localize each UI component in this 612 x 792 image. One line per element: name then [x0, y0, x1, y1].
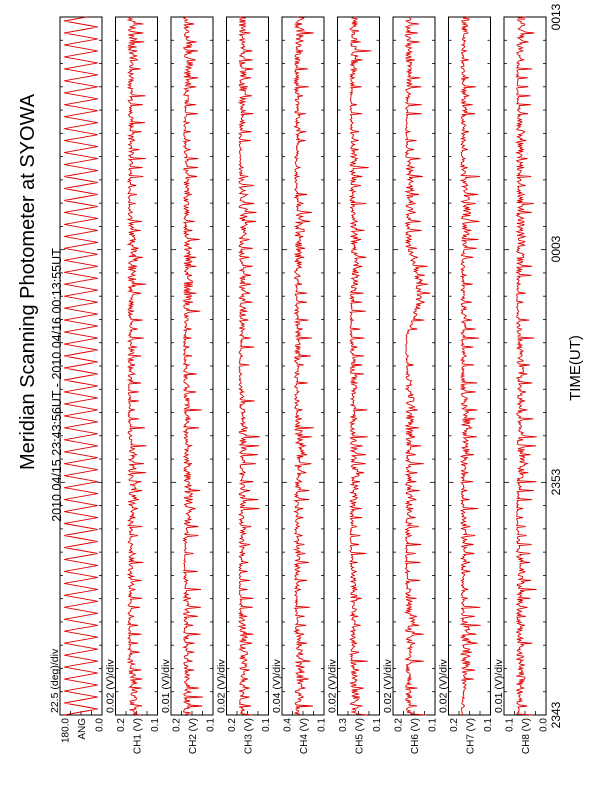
panel-frame: [338, 17, 380, 715]
panel-9: [493, 17, 550, 754]
y-tick-label: 0.1: [261, 718, 272, 732]
y-tick-label: 0.2: [393, 718, 405, 732]
panel-7: [382, 17, 439, 754]
panel-scale-label: 0.01 (V)/div: [493, 659, 505, 713]
panel-scale-label: 0.02 (V)/div: [215, 659, 228, 713]
trace-6: [350, 17, 371, 715]
panel-name-label: CH1 (V): [132, 718, 144, 755]
panel-name-label: CH7 (V): [465, 718, 477, 755]
panel-5: [271, 17, 328, 754]
trace-5: [295, 17, 314, 715]
y-tick-label: 0.2: [171, 718, 183, 732]
panel-frame: [393, 17, 435, 715]
panel-name-label: CH2 (V): [188, 718, 199, 755]
y-tick-label: 0.3: [338, 718, 349, 732]
panel-name-label: CH6 (V): [410, 718, 421, 755]
panel-frame: [171, 17, 213, 715]
y-tick-label: 0.4: [282, 718, 294, 732]
y-tick-label: 0.1: [150, 718, 161, 732]
y-tick-label: 0.1: [427, 718, 439, 732]
panel-frame: [282, 17, 324, 715]
trace-2: [128, 17, 147, 715]
y-tick-label: 180.0: [60, 718, 72, 744]
panel-group: [49, 17, 550, 754]
chart-title: Meridian Scanning Photometer at SYOWA: [17, 93, 39, 471]
x-axis-label: TIME(UT): [567, 335, 584, 401]
panel-scale-label: 0.01 (V)/div: [160, 659, 172, 713]
y-tick-label: 0.1: [483, 718, 494, 732]
trace-3: [184, 17, 204, 715]
panel-scale-label: 0.02 (V)/div: [104, 659, 117, 713]
x-tick-label: 0003: [549, 235, 564, 263]
panel-name-label: CH5 (V): [354, 718, 366, 755]
panel-name-label: CH3 (V): [243, 718, 255, 755]
panel-scale-label: 0.02 (V)/div: [437, 659, 450, 713]
trace-9: [517, 17, 537, 715]
panel-scale-label: 0.02 (V)/div: [326, 659, 339, 713]
trace-4: [239, 17, 260, 715]
x-tick-labels: [549, 3, 563, 728]
panel-scale-label: 22.5 (deg)/div: [49, 648, 61, 713]
panel-frame: [504, 17, 546, 715]
y-tick-label: 0.1: [504, 718, 516, 732]
x-tick-label: 0013: [549, 3, 564, 31]
panel-scale-label: 0.02 (V)/div: [382, 659, 394, 713]
x-tick-label: 2353: [549, 468, 564, 496]
trace-8: [461, 17, 481, 715]
y-tick-label: 0.2: [116, 718, 127, 732]
x-tick-label: 2343: [549, 701, 564, 729]
y-tick-label: 0.2: [227, 718, 238, 732]
y-tick-label: 0.0: [94, 718, 106, 732]
panel-name-label: CH8 (V): [521, 718, 532, 755]
panel-scale-label: 0.04 (V)/div: [271, 659, 283, 713]
panel-8: [438, 17, 495, 754]
panel-name-label: CH4 (V): [299, 718, 310, 755]
panel-frame: [449, 17, 491, 715]
y-tick-label: 0.0: [538, 718, 550, 732]
chart-subtitle: 2010 04/15 23:43:56UT - 2010 04/16 00:13:55UT: [50, 248, 64, 522]
panel-2: [105, 17, 162, 754]
panel-4: [216, 17, 273, 754]
y-tick-label: 0.1: [316, 718, 328, 732]
y-tick-label: 0.1: [205, 718, 217, 732]
panel-name-label: ANG: [77, 718, 88, 740]
trace-7: [406, 17, 431, 715]
panel-3: [160, 17, 217, 754]
y-tick-label: 0.1: [372, 718, 383, 732]
panel-frame: [227, 17, 269, 715]
y-tick-label: 0.2: [449, 718, 460, 732]
trace-1: [64, 17, 98, 715]
panel-6: [327, 17, 384, 754]
